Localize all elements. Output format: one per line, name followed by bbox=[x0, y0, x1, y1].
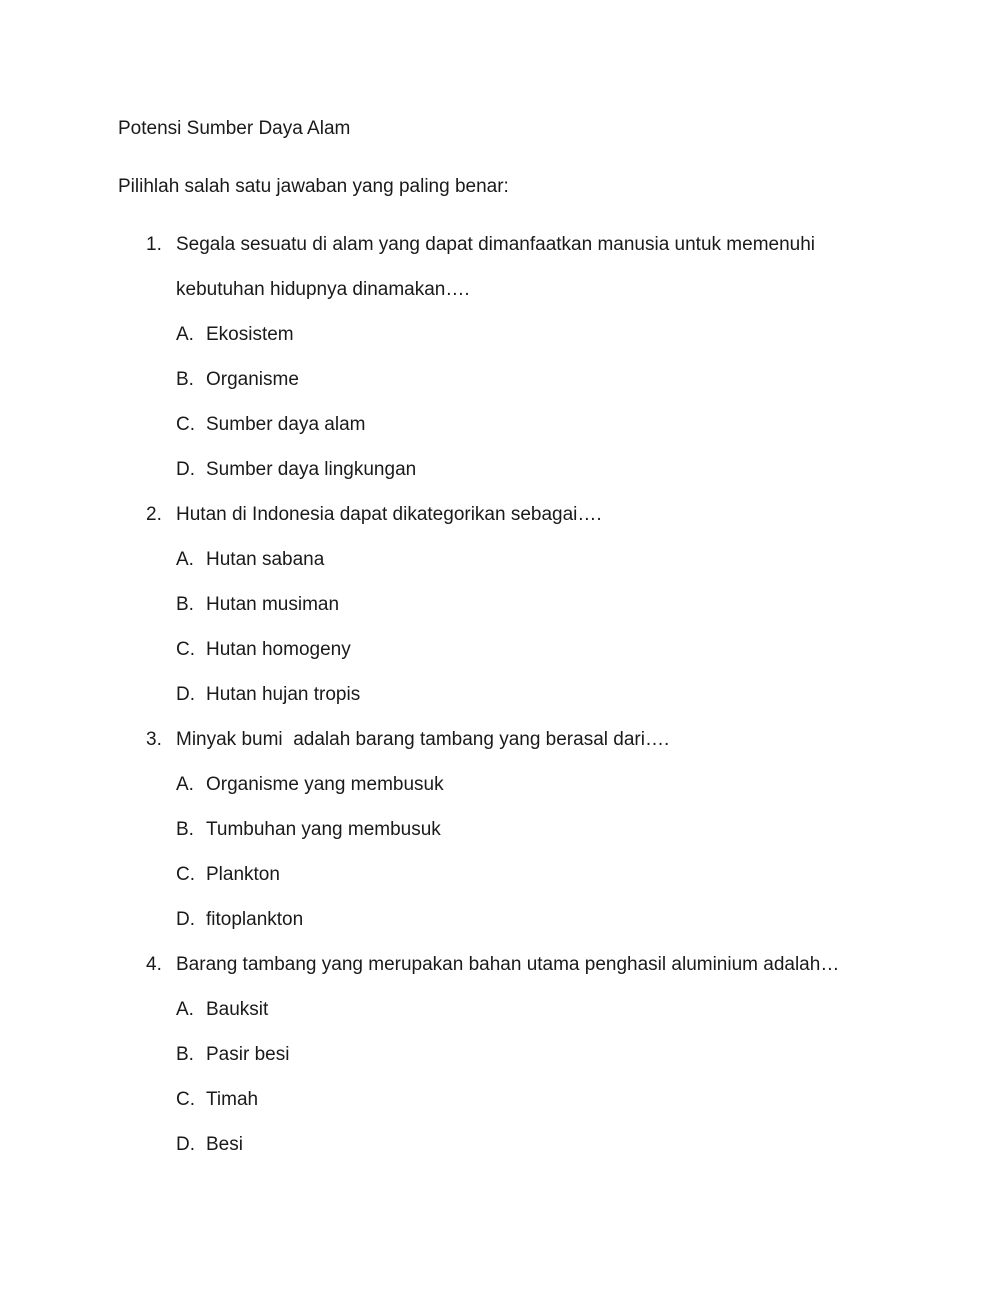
option-text: Hutan musiman bbox=[206, 594, 340, 615]
option-text: Tumbuhan yang membusuk bbox=[206, 819, 441, 840]
option-letter: D. bbox=[176, 459, 195, 480]
option-text: Pasir besi bbox=[206, 1044, 290, 1065]
question-text: Minyak bumi adalah barang tambang yang berasal dari…. bbox=[176, 729, 670, 750]
question-number: 4. bbox=[146, 954, 162, 975]
option-letter: B. bbox=[176, 819, 194, 840]
option-text: Hutan hujan tropis bbox=[206, 684, 361, 705]
question-text: Hutan di Indonesia dapat dikategorikan sebagai…. bbox=[176, 504, 602, 525]
option-letter: C. bbox=[176, 414, 195, 435]
question-text: Segala sesuatu di alam yang dapat dimanfaatkan manusia untuk memenuhi bbox=[176, 234, 816, 255]
option-letter: A. bbox=[176, 549, 194, 570]
option-letter: C. bbox=[176, 639, 195, 660]
option-text: Plankton bbox=[206, 864, 280, 885]
option-letter: B. bbox=[176, 369, 194, 390]
question-text-continued: kebutuhan hidupnya dinamakan…. bbox=[176, 279, 470, 300]
option-letter: B. bbox=[176, 594, 194, 615]
option-letter: D. bbox=[176, 1134, 195, 1155]
question-number: 2. bbox=[146, 504, 162, 525]
option-text: Sumber daya alam bbox=[206, 414, 366, 435]
option-letter: D. bbox=[176, 684, 195, 705]
option-text: Hutan homogeny bbox=[206, 639, 351, 660]
question-number: 3. bbox=[146, 729, 162, 750]
option-letter: A. bbox=[176, 324, 194, 345]
option-text: fitoplankton bbox=[206, 909, 304, 930]
option-letter: C. bbox=[176, 864, 195, 885]
option-text: Organisme yang membusuk bbox=[206, 774, 444, 795]
option-letter: B. bbox=[176, 1044, 194, 1065]
option-text: Sumber daya lingkungan bbox=[206, 459, 417, 480]
option-text: Organisme bbox=[206, 369, 299, 390]
option-letter: A. bbox=[176, 774, 194, 795]
option-text: Besi bbox=[206, 1134, 243, 1155]
option-text: Hutan sabana bbox=[206, 549, 325, 570]
question-text: Barang tambang yang merupakan bahan utama penghasil aluminium adalah… bbox=[176, 954, 840, 975]
option-letter: A. bbox=[176, 999, 194, 1020]
option-letter: C. bbox=[176, 1089, 195, 1110]
question-number: 1. bbox=[146, 234, 162, 255]
option-text: Timah bbox=[206, 1089, 259, 1110]
option-text: Ekosistem bbox=[206, 324, 294, 345]
document-title: Potensi Sumber Daya Alam bbox=[118, 118, 351, 139]
instruction-text: Pilihlah salah satu jawaban yang paling benar: bbox=[118, 176, 509, 197]
option-letter: D. bbox=[176, 909, 195, 930]
option-text: Bauksit bbox=[206, 999, 269, 1020]
